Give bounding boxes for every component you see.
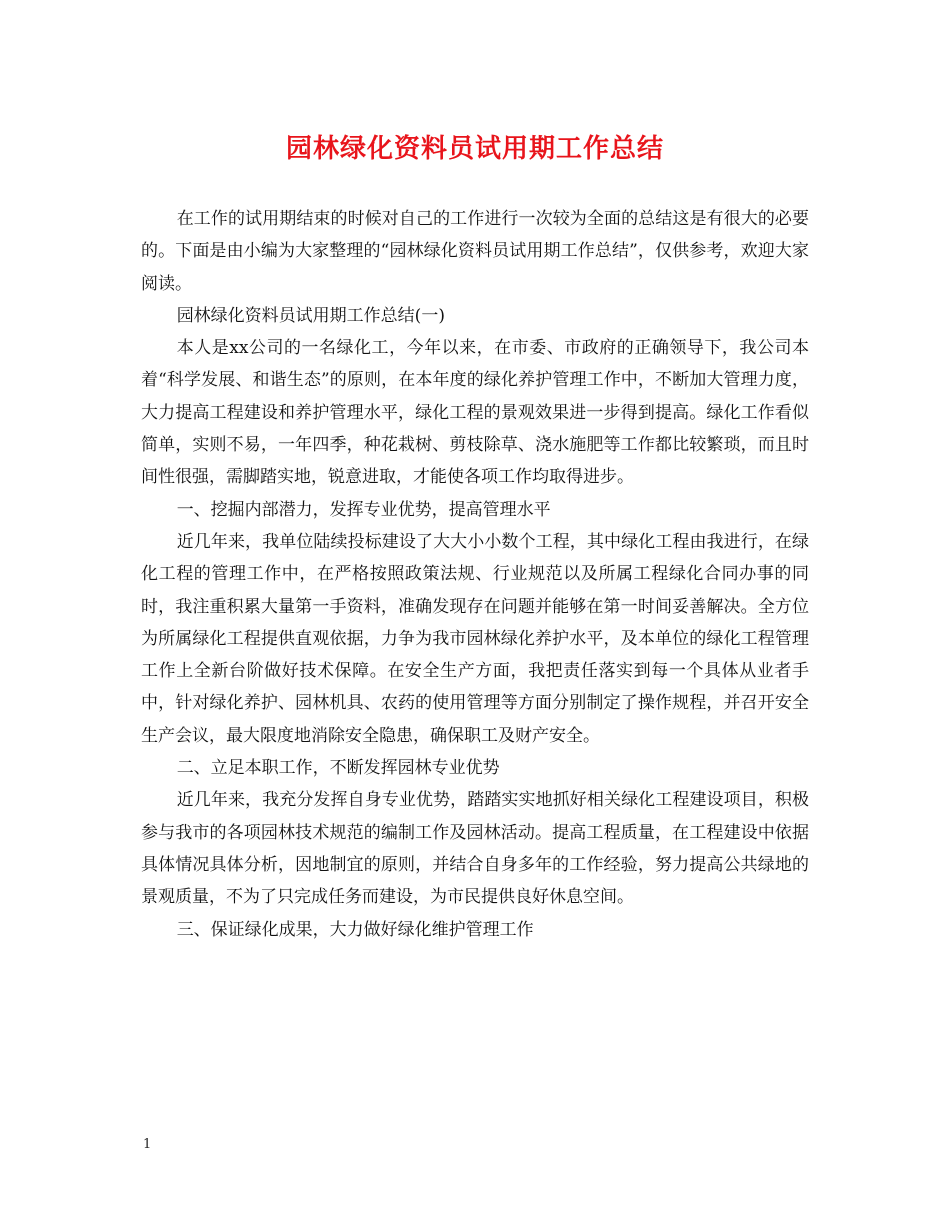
subsection-heading-3: 三、保证绿化成果，大力做好绿化维护管理工作 xyxy=(176,919,534,940)
document-body xyxy=(141,203,809,946)
subsection-heading-2: 二、立足本职工作，不断发挥园林专业优势 xyxy=(176,758,500,779)
section-heading-one: 园林绿化资料员试用期工作总结(一) xyxy=(176,305,445,326)
page-number: 1 xyxy=(143,1137,152,1152)
body-paragraph: 近几年来，我充分发挥自身专业优势，踏踏实实地抓好相关绿化工程建设项目，积极参与我市的各项园林技术规范的编制工作及园林活动。提高工程质量，在工程建设中依据具体情况具体分析，因地制宜的原则，并结合自身多年的工作经验，努力提高公共绿地的景观质量，不为了只完成任务而建设，为市民提供良好休息空间。 xyxy=(141,790,809,908)
body-paragraph: 本人是xx公司的一名绿化工，今年以来，在市委、市政府的正确领导下，我公司本着“科学发展、和谐生态”的原则，在本年度的绿化养护管理工作中，不断加大管理力度，大力提高工程建设和养护管理水平，绿化工程的景观效果进一步得到提高。绿化工作看似简单，实则不易，一年四季，种花栽树、剪枝除草、浇水施肥等工作都比较繁琐，而且时间性很强，需脚踏实地，锐意进取，才能使各项工作均取得进步。 xyxy=(141,338,809,488)
body-paragraph: 近几年来，我单位陆续投标建设了大大小小数个工程，其中绿化工程由我进行，在绿化工程的管理工作中，在严格按照政策法规、行业规范以及所属工程绿化合同办事的同时，我注重积累大量第一手资料，准确发现存在问题并能够在第一时间妥善解决。全方位为所属绿化工程提供直观依据，力争为我市园林绿化养护水平，及本单位的绿化工程管理工作上全新台阶做好技术保障。在安全生产方面，我把责任落实到每一个具体从业者手中，针对绿化养护、园林机具、农药的使用管理等方面分别制定了操作规程，并召开安全生产会议，最大限度地消除安全隐患，确保职工及财产安全。 xyxy=(141,531,809,746)
subsection-heading-1: 一、挖掘内部潜力，发挥专业优势，提高管理水平 xyxy=(176,499,551,520)
intro-paragraph: 在工作的试用期结束的时候对自己的工作进行一次较为全面的总结这是有很大的必要的。下面是由小编为大家整理的“园林绿化资料员试用期工作总结”，仅供参考，欢迎大家阅读。 xyxy=(141,209,809,294)
page-title: 园林绿化资料员试用期工作总结 xyxy=(285,134,664,164)
